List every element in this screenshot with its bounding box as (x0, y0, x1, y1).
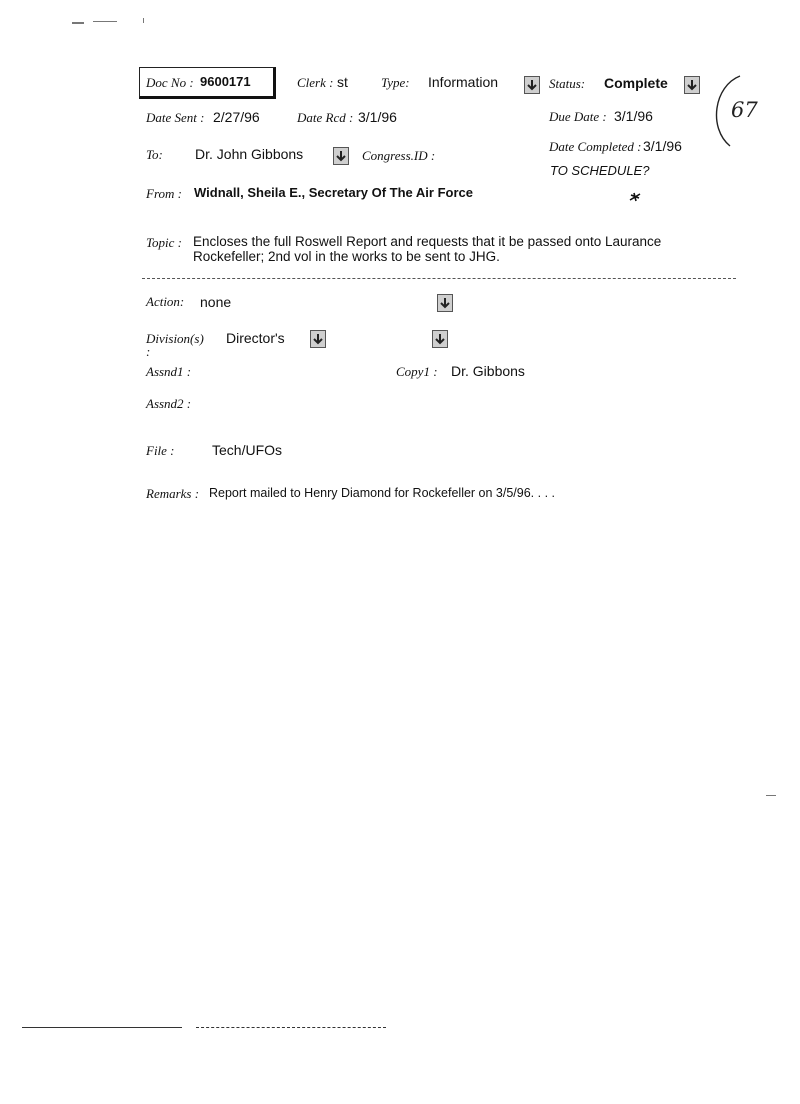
date-rcd-label: Date Rcd : (297, 110, 354, 125)
type-label: Type: (381, 75, 410, 90)
footer-line-2 (196, 1027, 386, 1028)
date-rcd-value: 3/1/96 (358, 109, 397, 125)
status-label: Status: (549, 76, 586, 91)
to-dropdown-icon[interactable] (333, 147, 349, 165)
doc-no-label: Doc No : (146, 75, 194, 90)
type-value: Information (428, 74, 499, 90)
date-completed-label: Date Completed : (549, 139, 642, 154)
scan-speck (72, 22, 84, 24)
to-schedule-label: TO SCHEDULE? (550, 163, 650, 178)
date-sent-label: Date Sent : (146, 110, 205, 125)
action-value: none (200, 294, 232, 310)
status-value: Complete (604, 75, 668, 91)
clerk-value: st (337, 74, 348, 90)
pen-mark-icon (628, 191, 642, 203)
division-colon: : (146, 344, 151, 359)
section-divider (142, 278, 736, 279)
type-dropdown-icon[interactable] (524, 76, 540, 94)
handwritten-note: 67 (731, 98, 758, 122)
file-label: File : (146, 443, 175, 458)
to-label: To: (146, 147, 163, 162)
scan-speck (93, 21, 117, 22)
topic-label: Topic : (146, 235, 182, 250)
congress-id-label: Congress.ID : (362, 148, 436, 163)
assnd2-label: Assnd2 : (146, 396, 192, 411)
topic-line-2: Rockefeller; 2nd vol in the works to be sent to JHG. (193, 249, 500, 264)
to-value: Dr. John Gibbons (195, 146, 304, 162)
copy1-value: Dr. Gibbons (451, 363, 525, 379)
division-label: Division(s) (146, 331, 204, 346)
assnd1-label: Assnd1 : (146, 364, 192, 379)
division-2-dropdown-icon[interactable] (432, 330, 448, 348)
action-dropdown-icon[interactable] (437, 294, 453, 312)
copy1-label: Copy1 : (396, 364, 438, 379)
scan-speck (766, 795, 776, 796)
action-label: Action: (146, 294, 185, 309)
file-value: Tech/UFOs (212, 442, 283, 458)
division-value: Director's (226, 330, 285, 346)
due-date-label: Due Date : (549, 109, 607, 124)
scan-speck (143, 18, 144, 23)
footer-line (22, 1027, 182, 1028)
from-value: Widnall, Sheila E., Secretary Of The Air Force (194, 185, 473, 200)
remarks-label: Remarks : (146, 486, 200, 501)
clerk-label: Clerk : (297, 75, 334, 90)
division-dropdown-icon[interactable] (310, 330, 326, 348)
doc-no-value: 9600171 (200, 74, 251, 89)
date-sent-value: 2/27/96 (213, 109, 260, 125)
topic-line-1: Encloses the full Roswell Report and requests that it be passed onto Laurance (193, 234, 662, 249)
status-dropdown-icon[interactable] (684, 76, 700, 94)
remarks-value: Report mailed to Henry Diamond for Rockefeller on 3/5/96. . . . (209, 486, 555, 500)
due-date-value: 3/1/96 (614, 108, 653, 124)
date-completed-value: 3/1/96 (643, 138, 682, 154)
from-label: From : (146, 186, 182, 201)
